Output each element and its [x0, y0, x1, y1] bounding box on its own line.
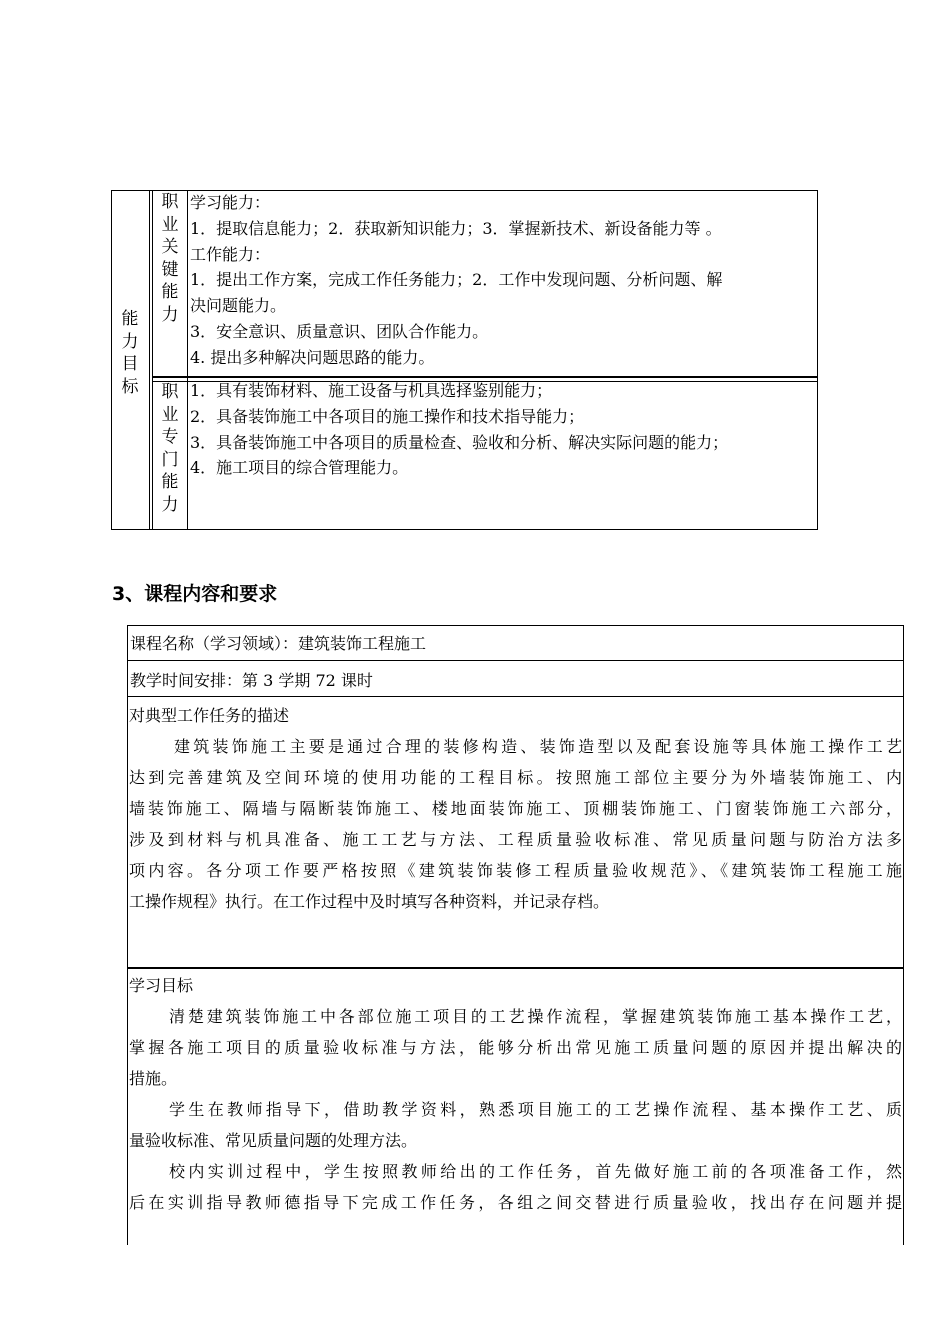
task-title: 对典型工作任务的描述: [129, 706, 290, 725]
ability-goal-label: 能 力 目 标: [121, 309, 139, 397]
divider: [127, 967, 904, 969]
divider: [187, 190, 188, 530]
teaching-schedule: 教学时间安排：第 3 学期 72 课时: [130, 671, 373, 690]
section-heading: 3、课程内容和要求: [112, 583, 278, 605]
ability-table: [111, 190, 818, 530]
course-table: [127, 625, 904, 1239]
task-description: 对典型工作任务的描述 建筑装饰施工主要是通过合理的装修构造、装饰造型以及配套设施等具体施工操作工艺 达到完善建筑及空间环境的使用功能的工程目标。按照施工部位主要分为外墙装饰施工、内 墙装饰施工、隔墙与隔断装饰施工、楼地面装饰施工、顶棚装饰施工、门窗装饰施工六部分， 涉及到材料与机具准备、施工工艺与方法、工程质量验收标准、常见质量问题与防治方法多 项内容。各分项工作要严格按照《建筑装饰装修工程质量验收规范》、《建筑装饰工程施工施 工操作规程》执行。在工作过程中及时填写各种资料，并记录存档。: [129, 700, 902, 917]
learning-goals: 学习目标 清楚建筑装饰施工中各部位施工项目的工艺操作流程，掌握建筑装饰施工基本操作工艺， 掌握各施工项目的质量验收标准与方法，能够分析出常见施工质量问题的原因并提出解决的 措施。 学生在教师指导下，借助教学资料，熟悉项目施工的工艺操作流程、基本操作工艺、质 量验收标准、常见质量问题的处理方法。 校内实训过程中，学生按照教师给出的工作任务，首先做好施工前的各项准备工作，然 后在实训指导教师德指导下完成工作任务，各组之间交替进行质量验收，找出存在问题并提: [129, 970, 902, 1218]
divider: [149, 190, 150, 530]
goal-title: 学习目标: [129, 976, 194, 995]
key-ability-content: 学习能力： 1．提取信息能力；2．获取新知识能力；3．掌握新技术、新设备能力等 。 工作能力： 1．提出工作方案，完成工作任务能力；2．工作中发现问题、分析问题、解 决问题能力。 3．安全意识、质量意识、团队合作能力。 4. 提出多种解决问题思路的能力。: [190, 193, 723, 367]
key-ability-label: 职 业 关 键 能 力: [161, 192, 179, 325]
course-name: 课程名称（学习领域）：建筑装饰工程施工: [130, 634, 427, 653]
special-ability-label: 职 业 专 门 能 力: [161, 382, 179, 515]
special-ability-content: 1．具有装饰材料、施工设备与机具选择鉴别能力； 2．具备装饰施工中各项目的施工操作和技术指导能力； 3．具备装饰施工中各项目的质量检查、验收和分析、解决实际问题的能力； 4．施工项目的综合管理能力。: [190, 381, 729, 478]
